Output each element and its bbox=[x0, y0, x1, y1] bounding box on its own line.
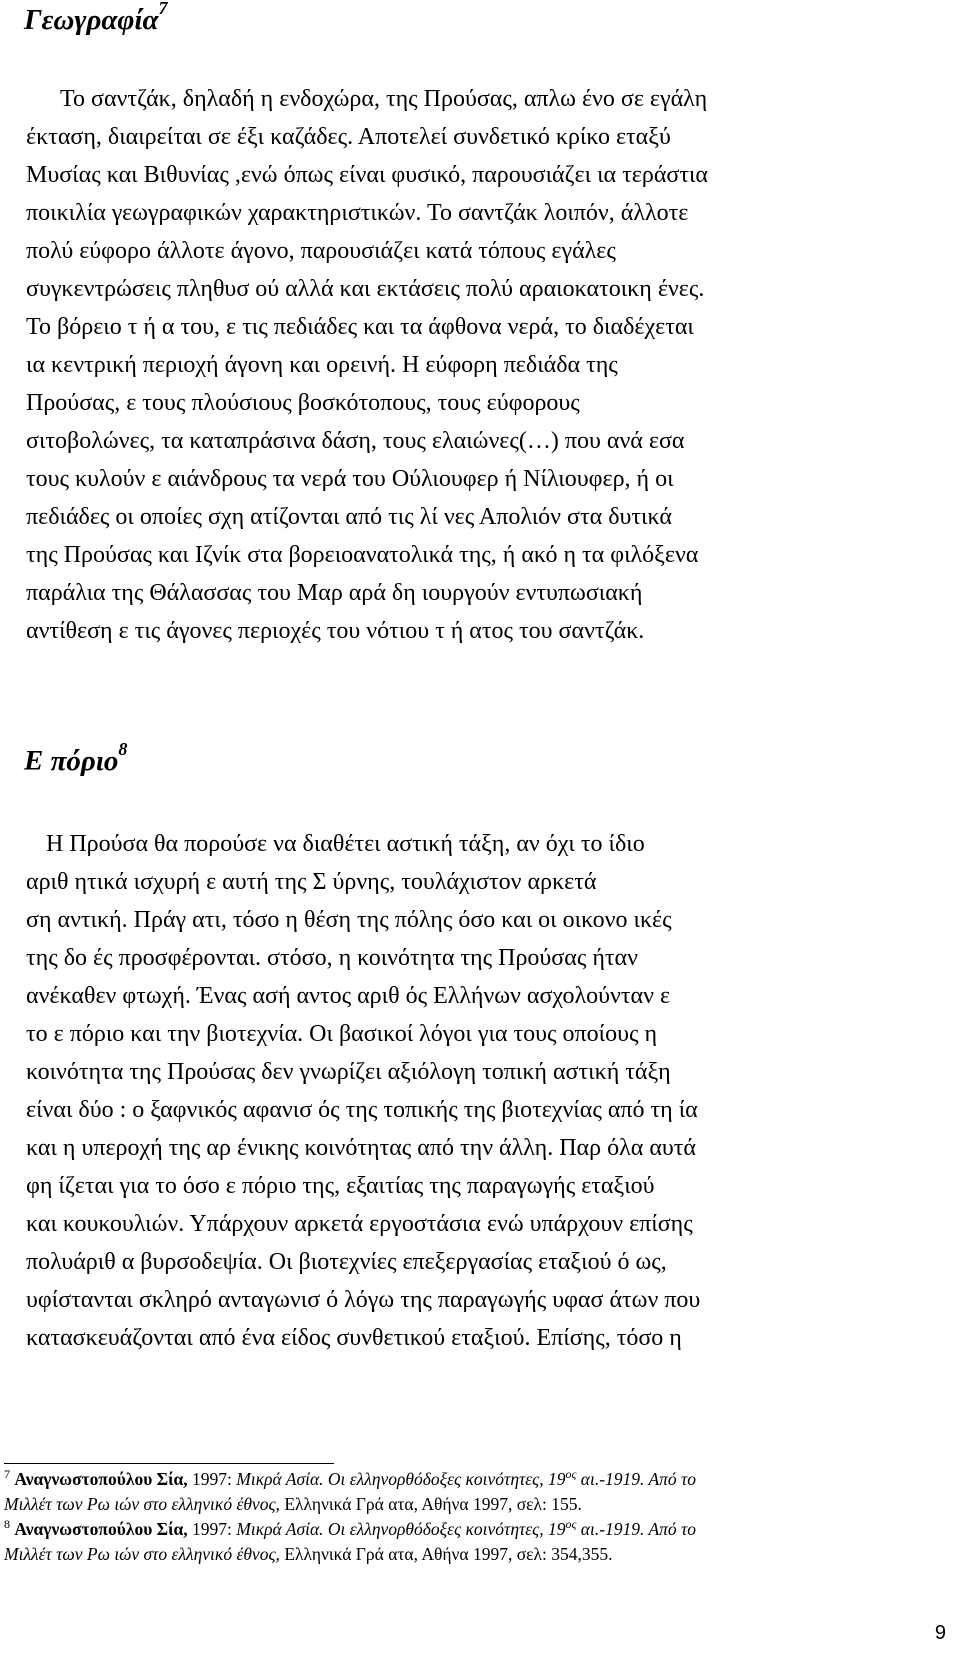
footnote-title-sup: ος bbox=[565, 1517, 577, 1532]
text-line: σιτοβολώνες, τα καταπράσινα δάση, τους ελαιώνες(…) που ανά εσα bbox=[26, 428, 685, 454]
text-line: Το βόρειο τ ή α του, ε τις πεδιάδες και τα άφθονα νερά, το διαδέχεται bbox=[26, 314, 694, 340]
footnote-year: 1997: bbox=[187, 1519, 237, 1539]
paragraph-trade bbox=[26, 825, 946, 1357]
text-line: Η Προύσα θα πορούσε να διαθέτει αστική τάξη, αν όχι το ίδιο bbox=[46, 831, 645, 857]
text-line: υφίστανται σκληρό ανταγωνισ ό λόγω της παραγωγής υφασ άτων που bbox=[26, 1287, 701, 1313]
footnote-title: Μικρά Ασία. Οι ελληνορθόδοξες κοινότητες, 19 bbox=[236, 1469, 566, 1489]
text-line: φη ίζεται για το όσο ε πόριο της, εξαιτίας της παραγωγής εταξιού bbox=[26, 1173, 655, 1199]
text-line: είναι δύο : ο ξαφνικός αφανισ ός της τοπικής της βιοτεχνίας από τη ία bbox=[26, 1097, 698, 1123]
footnote-divider bbox=[4, 1463, 334, 1464]
text-line: παράλια της Θάλασσας του Μαρ αρά δη ιουργούν εντυπωσιακή bbox=[26, 580, 643, 606]
footnote-publisher: Ελληνικά Γρά ατα, Αθήνα 1997, σελ: 354,355. bbox=[279, 1544, 613, 1564]
heading-text: Ε πόριο bbox=[24, 745, 119, 777]
footnote-ref: 8 bbox=[118, 739, 128, 760]
footnote-title-cont: αι.-1919. Από το bbox=[576, 1519, 697, 1539]
text-line: και κουκουλιών. Υπάρχουν αρκετά εργοστάσια ενώ υπάρχουν επίσης bbox=[26, 1211, 693, 1237]
text-line: ανέκαθεν φτωχή. Ένας ασή αντος αριθ ός Ελλήνων ασχολούνταν ε bbox=[26, 983, 671, 1009]
text-line: και η υπεροχή της αρ ένικης κοινότητας από την άλλη. Παρ όλα αυτά bbox=[26, 1135, 696, 1161]
text-line: Το σαντζάκ, δηλαδή η ενδοχώρα, της Προύσας, απλω ένο σε εγάλη bbox=[60, 86, 708, 112]
footnote-title-end: Μιλλέτ των Ρω ιών στο ελληνικό έθνος, bbox=[4, 1544, 280, 1564]
footnote-7-line-1 bbox=[4, 1467, 944, 1492]
footnote-author: Αναγνωστοπούλου Σία, bbox=[14, 1469, 188, 1489]
paragraph-geography bbox=[26, 80, 946, 650]
footnote-7-line-2 bbox=[4, 1492, 944, 1517]
text-line: ση αντική. Πράγ ατι, τόσο η θέση της πόλης όσο και οι οικονο ικές bbox=[26, 907, 672, 933]
footnote-number: 8 bbox=[4, 1517, 10, 1532]
text-line: έκταση, διαιρείται σε έξι καζάδες. Αποτελεί συνδετικό κρίκο εταξύ bbox=[26, 124, 671, 150]
text-line: ια κεντρική περιοχή άγονη και ορεινή. Η εύφορη πεδιάδα της bbox=[26, 352, 618, 378]
text-line: της δο ές προσφέρονται. στόσο, η κοινότητα της Προύσας ήταν bbox=[26, 945, 638, 971]
text-line: ποικιλία γεωγραφικών χαρακτηριστικών. Το σαντζάκ λοιπόν, άλλοτε bbox=[26, 200, 689, 226]
footnotes bbox=[4, 1467, 944, 1567]
text-line: Μυσίας και Βιθυνίας ,ενώ όπως είναι φυσικό, παρουσιάζει ια τεράστια bbox=[26, 162, 709, 188]
text-line: κατασκευάζονται από ένα είδος συνθετικού εταξιού. Επίσης, τόσο η bbox=[26, 1325, 682, 1351]
section-heading-geography bbox=[24, 0, 168, 36]
footnote-author: Αναγνωστοπούλου Σία, bbox=[14, 1519, 188, 1539]
section-heading-trade bbox=[24, 739, 128, 777]
footnote-ref: 7 bbox=[158, 0, 168, 19]
text-line: συγκεντρώσεις πληθυσ ού αλλά και εκτάσεις πολύ αραιοκατοικη ένες. bbox=[26, 276, 705, 302]
footnote-title-end: Μιλλέτ των Ρω ιών στο ελληνικό έθνος, bbox=[4, 1494, 280, 1514]
footnote-number: 7 bbox=[4, 1467, 10, 1482]
text-line: κοινότητα της Προύσας δεν γνωρίζει αξιόλογη τοπική αστική τάξη bbox=[26, 1059, 671, 1085]
text-line: Προύσας, ε τους πλούσιους βοσκότοπους, τους εύφορους bbox=[26, 390, 580, 416]
footnote-title-sup: ος bbox=[565, 1467, 577, 1482]
text-line: τους κυλούν ε αιάνδρους τα νερά του Ούλιουφερ ή Νίλιουφερ, ή οι bbox=[26, 466, 674, 492]
page-number: 9 bbox=[934, 1622, 946, 1644]
text-line: της Προύσας και Ιζνίκ στα βορειοανατολικά της, ή ακό η τα φιλόξενα bbox=[26, 542, 699, 568]
heading-text: Γεωγραφία bbox=[24, 4, 159, 36]
text-line: πεδιάδες οι οποίες σχη ατίζονται από τις λί νες Απολιόν στα δυτικά bbox=[26, 504, 672, 530]
footnote-publisher: Ελληνικά Γρά ατα, Αθήνα 1997, σελ: 155. bbox=[279, 1494, 582, 1514]
footnote-year: 1997: bbox=[187, 1469, 237, 1489]
text-line: το ε πόριο και την βιοτεχνία. Οι βασικοί λόγοι για τους οποίους η bbox=[26, 1021, 658, 1047]
footnote-title: Μικρά Ασία. Οι ελληνορθόδοξες κοινότητες, 19 bbox=[236, 1519, 566, 1539]
text-line: αντίθεση ε τις άγονες περιοχές του νότιου τ ή ατος του σαντζάκ. bbox=[26, 618, 645, 644]
footnote-8-line-1 bbox=[4, 1517, 944, 1542]
footnote-title-cont: αι.-1919. Από το bbox=[576, 1469, 697, 1489]
text-line: πολύ εύφορο άλλοτε άγονο, παρουσιάζει κατά τόπους εγάλες bbox=[26, 238, 616, 264]
text-line: αριθ ητικά ισχυρή ε αυτή της Σ ύρνης, τουλάχιστον αρκετά bbox=[26, 869, 597, 895]
text-line: πολυάριθ α βυρσοδεψία. Οι βιοτεχνίες επεξεργασίας εταξιού ό ως, bbox=[26, 1249, 667, 1275]
footnote-8-line-2 bbox=[4, 1542, 944, 1567]
